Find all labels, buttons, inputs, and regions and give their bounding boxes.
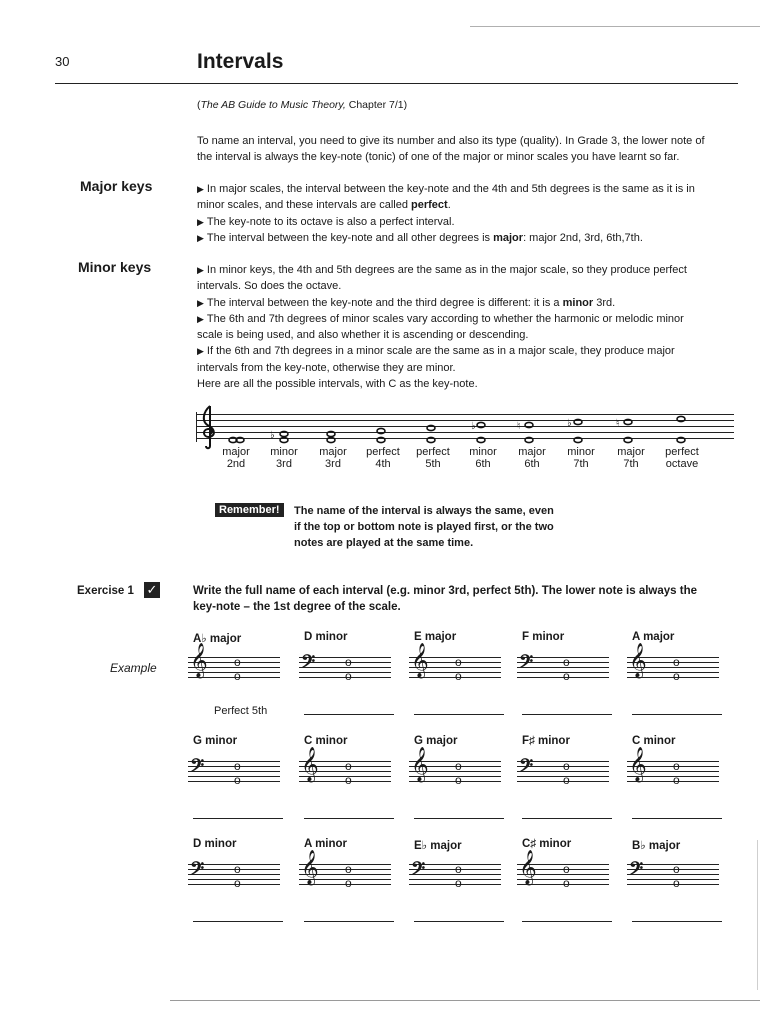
exercise-staff — [299, 653, 391, 683]
answer-line[interactable] — [304, 714, 394, 715]
exercise-staff — [188, 643, 280, 683]
exercise-key-name: D minor — [304, 631, 348, 643]
bass-clef-icon: 𝄢 — [519, 755, 534, 781]
answer-line[interactable] — [632, 818, 722, 819]
interval-label: perfect octave — [665, 446, 699, 470]
answer-line[interactable] — [632, 714, 722, 715]
exercise-staff — [188, 757, 280, 787]
bass-clef-icon: 𝄢 — [190, 858, 205, 884]
treble-clef-icon: 𝄞 — [411, 747, 429, 782]
interval-label: perfect 5th — [416, 446, 450, 470]
exercise-key-name: F minor — [522, 631, 565, 643]
answer-line[interactable] — [414, 921, 504, 922]
interval-notes: o o — [455, 862, 460, 890]
answer-line[interactable] — [522, 818, 612, 819]
exercise-key-name: F♯ minor — [522, 735, 570, 747]
exercise-staff — [517, 757, 609, 787]
interval-label: minor 7th — [567, 446, 595, 470]
exercise-key-name: G minor — [193, 735, 238, 747]
interval-notes: o o — [345, 862, 350, 890]
exercise-staff — [627, 860, 719, 890]
interval-label: major 2nd — [222, 446, 250, 470]
exercise-staff — [409, 860, 501, 890]
exercise-key-name: C♯ minor — [522, 838, 572, 850]
exercise-label: Exercise 1 — [77, 585, 134, 597]
example-label: Example — [110, 661, 157, 675]
exercise-key-name: C minor — [632, 735, 676, 747]
interval-notes: o o — [345, 759, 350, 787]
answer-line[interactable] — [304, 921, 394, 922]
svg-text:♮: ♮ — [616, 418, 620, 429]
exercise-key-name: C minor — [304, 735, 348, 747]
exercise-checkbox[interactable]: ✓ — [144, 582, 160, 598]
interval-label: major 7th — [617, 446, 645, 470]
exercise-key-name: B♭ major — [632, 840, 681, 852]
major-keys-heading: Major keys — [80, 178, 153, 194]
interval-notes: o o — [234, 862, 239, 890]
minor-keys-bullets: ▶ In minor keys, the 4th and 5th degrees are the same as in the major scale, so they produce perfect intervals. So does the octave. ▶ The interval between the key-note and the third degree is different: it is a minor 3rd. ▶ The 6th and 7th degrees of minor scales vary according to whether the harmonic or melodic minor scale is being used, and also whether it is ascending or descending. ▶ If the 6th and 7th degrees in a minor scale are the same as in a major scale, they produce major intervals from the key-note, otherwise they are minor. Here are all the possible intervals, with C as the key-note. — [197, 264, 687, 391]
title-divider — [55, 83, 738, 84]
svg-text:♭: ♭ — [567, 418, 572, 429]
interval-labels — [208, 446, 738, 472]
scan-mark — [757, 840, 758, 990]
page-title: Intervals — [197, 50, 284, 73]
minor-keys-heading: Minor keys — [78, 259, 152, 275]
exercise-staff — [517, 653, 609, 683]
exercise-key-name: G major — [414, 735, 458, 747]
interval-notes: o o — [234, 655, 239, 683]
reference-note: (The AB Guide to Music Theory, Chapter 7/1) — [197, 99, 408, 111]
exercise-key-name: D minor — [193, 838, 237, 850]
exercise-key-name: A minor — [304, 838, 348, 850]
scan-mark — [470, 26, 760, 27]
bass-clef-icon: 𝄢 — [301, 651, 316, 677]
treble-clef-icon: 𝄞 — [519, 850, 537, 885]
interval-notes: o o — [673, 862, 678, 890]
major-keys-bullets: ▶ In major scales, the interval between the key-note and the 4th and 5th degrees is the same as it is in minor scales, and these intervals are called perfect. ▶ The key-note to its octave is also a perfect interval. ▶ The interval between the key-note and all other degrees is major: major 2nd, 3rd, 6th,7th. — [197, 183, 695, 244]
treble-clef-icon: 𝄞 — [629, 643, 647, 678]
exercise-staff — [188, 860, 280, 890]
exercise-staff — [627, 747, 719, 787]
interval-notes: o o — [455, 655, 460, 683]
interval-notes: o o — [455, 759, 460, 787]
page-number: 30 — [55, 54, 70, 69]
staff-barline — [196, 412, 197, 442]
answer-line[interactable] — [632, 921, 722, 922]
interval-notes: o o — [563, 862, 568, 890]
intro-paragraph: To name an interval, you need to give its number and also its type (quality). In Grade 3, the lower note of the interval is always the key-note (tonic) of one of the major or minor scales you have learnt so far. — [197, 135, 705, 163]
treble-clef-icon: 𝄞 — [629, 747, 647, 782]
interval-label: minor 6th — [469, 446, 497, 470]
bass-clef-icon: 𝄢 — [411, 858, 426, 884]
interval-label: perfect 4th — [366, 446, 400, 470]
interval-notes: o o — [673, 655, 678, 683]
exercise-key-name: E major — [414, 631, 457, 643]
exercise-key-name: A♭ major — [193, 633, 242, 645]
exercise-key-name: A major — [632, 631, 675, 643]
exercise-key-name: E♭ major — [414, 840, 462, 852]
answer-line[interactable] — [414, 714, 504, 715]
interval-notes: o o — [673, 759, 678, 787]
treble-clef-icon: 𝄞 — [411, 643, 429, 678]
treble-clef-icon: 𝄞 — [190, 643, 208, 678]
exercise-staff — [409, 747, 501, 787]
exercise-staff — [409, 643, 501, 683]
bass-clef-icon: 𝄢 — [519, 651, 534, 677]
answer-line[interactable] — [304, 818, 394, 819]
example-answer: Perfect 5th — [214, 705, 268, 717]
answer-line[interactable] — [522, 921, 612, 922]
remember-text: The name of the interval is always the same, even if the top or bottom note is played first, or the two notes are played at the same time. — [294, 505, 554, 549]
svg-text:♮: ♮ — [517, 421, 521, 432]
treble-clef-icon: 𝄞 — [301, 747, 319, 782]
interval-label: major 3rd — [319, 446, 347, 470]
exercise-staff — [627, 643, 719, 683]
exercise-staff — [299, 850, 391, 890]
exercise-staff — [517, 850, 609, 890]
exercise-staff — [299, 747, 391, 787]
interval-notes: o o — [234, 759, 239, 787]
bass-clef-icon: 𝄢 — [190, 755, 205, 781]
interval-label: minor 3rd — [270, 446, 298, 470]
answer-line[interactable] — [193, 921, 283, 922]
treble-clef-icon: 𝄞 — [301, 850, 319, 885]
interval-notes: o o — [563, 759, 568, 787]
answer-line[interactable] — [193, 818, 283, 819]
exercise-instruction: Write the full name of each interval (e.g. minor 3rd, perfect 5th). The lower note is always the key-note – the 1st degree of the scale. — [193, 585, 697, 613]
svg-text:♭: ♭ — [270, 430, 275, 441]
interval-label: major 6th — [518, 446, 546, 470]
interval-notes: o o — [345, 655, 350, 683]
interval-notes: o o — [563, 655, 568, 683]
remember-badge: Remember! — [215, 503, 284, 517]
scan-mark — [170, 1000, 760, 1001]
interval-notes — [216, 410, 736, 446]
answer-line[interactable] — [414, 818, 504, 819]
svg-text:♭: ♭ — [471, 421, 476, 432]
bass-clef-icon: 𝄢 — [629, 858, 644, 884]
answer-line[interactable] — [522, 714, 612, 715]
